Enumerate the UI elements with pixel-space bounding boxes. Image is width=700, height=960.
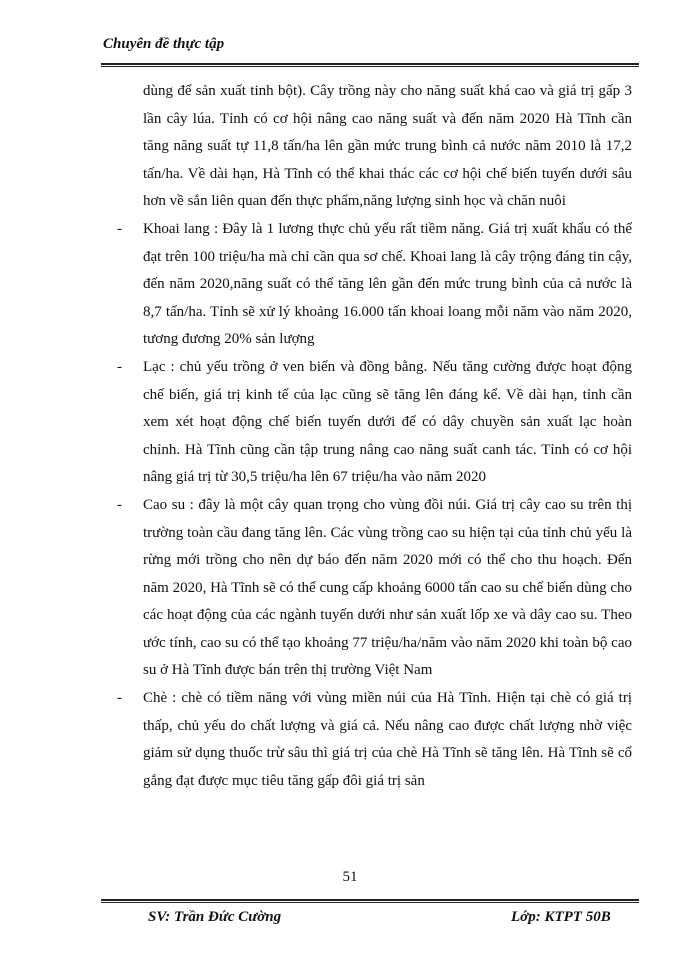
list-item-text: Khoai lang : Đây là 1 lương thực chủ yếu rất tiềm năng. Giá trị xuất khẩu có thể đạt trên 100 triệu/ha mà chỉ cần qua sơ chế. Khoai lang là cây trộng đáng tin cậy, đến năm 2020,năng suất có thể tăng lên gần đến mức trung bình của cả nước là 8,7 tấn/ha. Tỉnh sẽ xử lý khoảng 16.000 tấn khoai loang mỗi năm vào năm 2020, tương đương 20% sản lượng	[143, 220, 632, 348]
footer-rule-thick	[101, 899, 639, 901]
list-item-text: Lạc : chủ yếu trồng ở ven biển và đồng bằng. Nếu tăng cường được hoạt động chế biến, giá trị kinh tế của lạc cũng sẽ tăng lên đáng kể. Về dài hạn, tỉnh cần xem xét hoạt động chế biến tuyến dưới để có dây chuyền sản xuất lạc hoàn chỉnh. Hà Tĩnh cũng cần tập trung nâng cao năng suất canh tác. Tỉnh có cơ hội nâng giá trị từ 30,5 triệu/ha lên 67 triệu/ha vào năm 2020	[143, 358, 632, 486]
list-item-khoai-lang	[116, 216, 632, 354]
footer-rule-thin	[101, 902, 639, 903]
list-item-text: Cao su : đây là một cây quan trọng cho vùng đồi núi. Giá trị cây cao su trên thị trường toàn cầu đang tăng lên. Các vùng trồng cao su hiện tại của tỉnh chủ yếu là rừng mới trồng cho nên dự báo đến năm 2020 mới có thể cho thu hoạch. Đến năm 2020, Hà Tĩnh sẽ có thể cung cấp khoảng 6000 tấn cao su chế biến dùng cho các hoạt động của các ngành tuyến dưới như sản xuất lốp xe và dây cao su. Theo ước tính, cao su có thể tạo khoảng 77 triệu/ha/năm vào năm 2020 khi toàn bộ cao su ở Hà Tĩnh được bán trên thị trường Việt Nam	[143, 496, 632, 679]
list-item-text: Chè : chè có tiềm năng với vùng miền núi của Hà Tĩnh. Hiện tại chè có giá trị thấp, chủ yếu do chất lượng và giá cả. Nếu nâng cao được chất lượng nhờ việc giảm sử dụng thuốc trừ sâu thì giá trị của chè Hà Tĩnh sẽ tăng lên. Hà Tĩnh sẽ cố gắng đạt được mục tiêu tăng gấp đôi giá trị sản	[143, 690, 632, 789]
list-item-cao-su	[116, 492, 632, 685]
footer-class-label: Lớp: KTPT 50B	[511, 909, 611, 925]
list-dash: -	[117, 496, 122, 513]
list-item-lac	[116, 354, 632, 492]
header-rule-thin	[101, 66, 639, 67]
list-item-che	[116, 685, 632, 795]
list-dash: -	[117, 690, 122, 707]
footer-student-name: SV: Trần Đức Cường	[148, 909, 282, 925]
page-number: 51	[342, 869, 358, 885]
document-body	[116, 78, 632, 795]
header-rule-thick	[101, 63, 639, 65]
list-dash: -	[117, 220, 122, 237]
page-header-title: Chuyên đề thực tập	[103, 36, 225, 52]
intro-paragraph: dùng để sản xuất tinh bột). Cây trồng này cho năng suất khá cao và giá trị gấp 3 lần cây lúa. Tỉnh có cơ hội nâng cao năng suất và đến năm 2020 Hà Tĩnh cần tăng năng suất tự 11,8 tấn/ha lên gần mức trung bình cả nước năm 2010 là 17,2 tấn/ha. Về dài hạn, Hà Tĩnh có thể khai thác các cơ hội chế biến tuyến dưới sâu hơn về sắn liên quan đến thực phẩm,năng lượng sinh học và chăn nuôi	[143, 83, 632, 210]
list-dash: -	[117, 358, 122, 375]
